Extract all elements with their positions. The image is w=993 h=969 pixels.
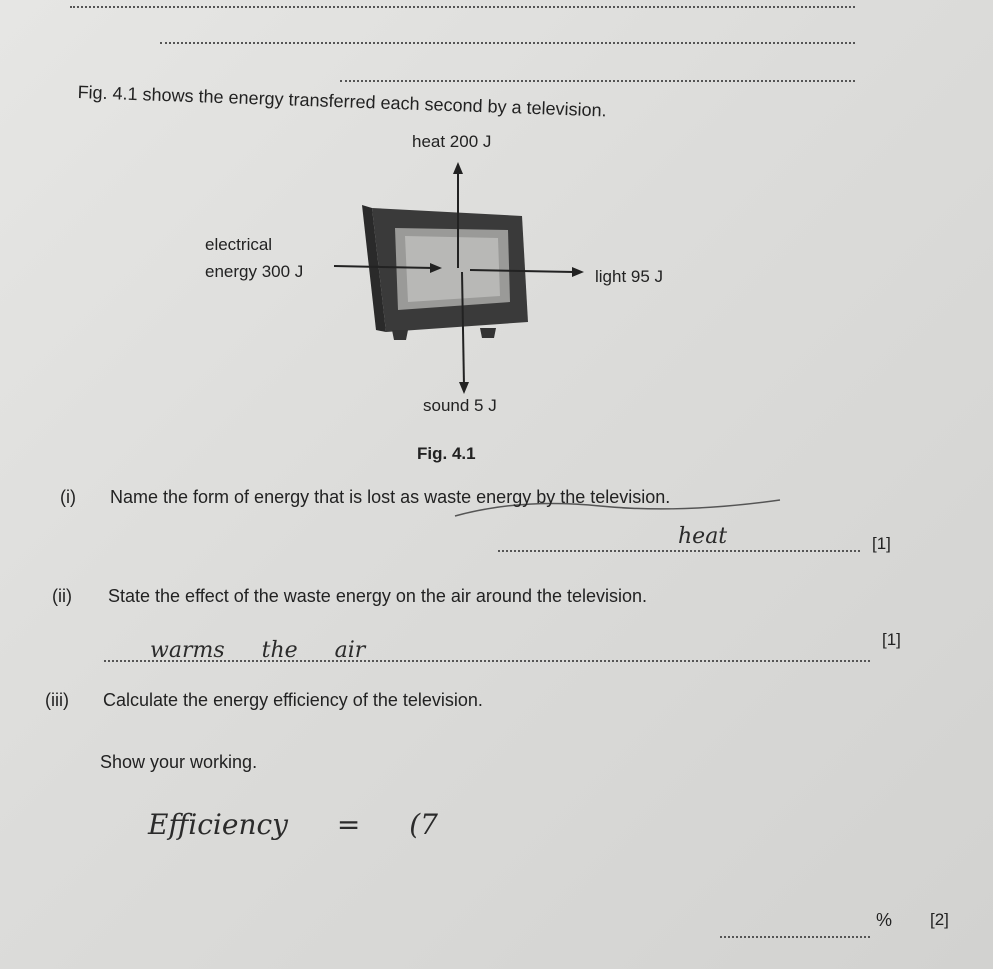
question-1-number: (i) (60, 487, 76, 507)
heat-label: heat 200 J (412, 132, 492, 151)
question-2-text: State the effect of the waste energy on the air around the television. (108, 586, 648, 606)
television-icon (362, 205, 528, 340)
question-1-text: Name the form of energy that is lost as waste energy by the television. (110, 487, 671, 507)
question-3-instruction: Show your working. (100, 752, 258, 772)
question-1-marks: [1] (872, 534, 891, 553)
question-3-text: Calculate the energy efficiency of the television. (103, 690, 483, 710)
answer-line-2[interactable] (104, 660, 870, 662)
question-3-working: Efficiency = (7 (148, 808, 438, 841)
question-1-answer: heat (678, 524, 728, 549)
figure-caption: Fig. 4.1 (417, 444, 476, 463)
electrical-label-line1: electrical (205, 235, 273, 254)
question-2-marks: [1] (882, 630, 901, 649)
intro-text: Fig. 4.1 shows the energy transferred each second by a television. (77, 82, 607, 121)
answer-line-1[interactable] (498, 550, 860, 552)
question-2-number: (ii) (52, 586, 72, 606)
answer-line-3[interactable] (720, 936, 870, 938)
question-3-unit: % (876, 910, 893, 930)
question-3-marks: [2] (930, 910, 949, 929)
electrical-label-line2: energy 300 J (205, 262, 304, 281)
question-2-answer: warms the air (150, 638, 366, 663)
question-3-number: (iii) (45, 690, 69, 710)
sound-label: sound 5 J (423, 396, 497, 415)
light-label: light 95 J (595, 267, 664, 286)
